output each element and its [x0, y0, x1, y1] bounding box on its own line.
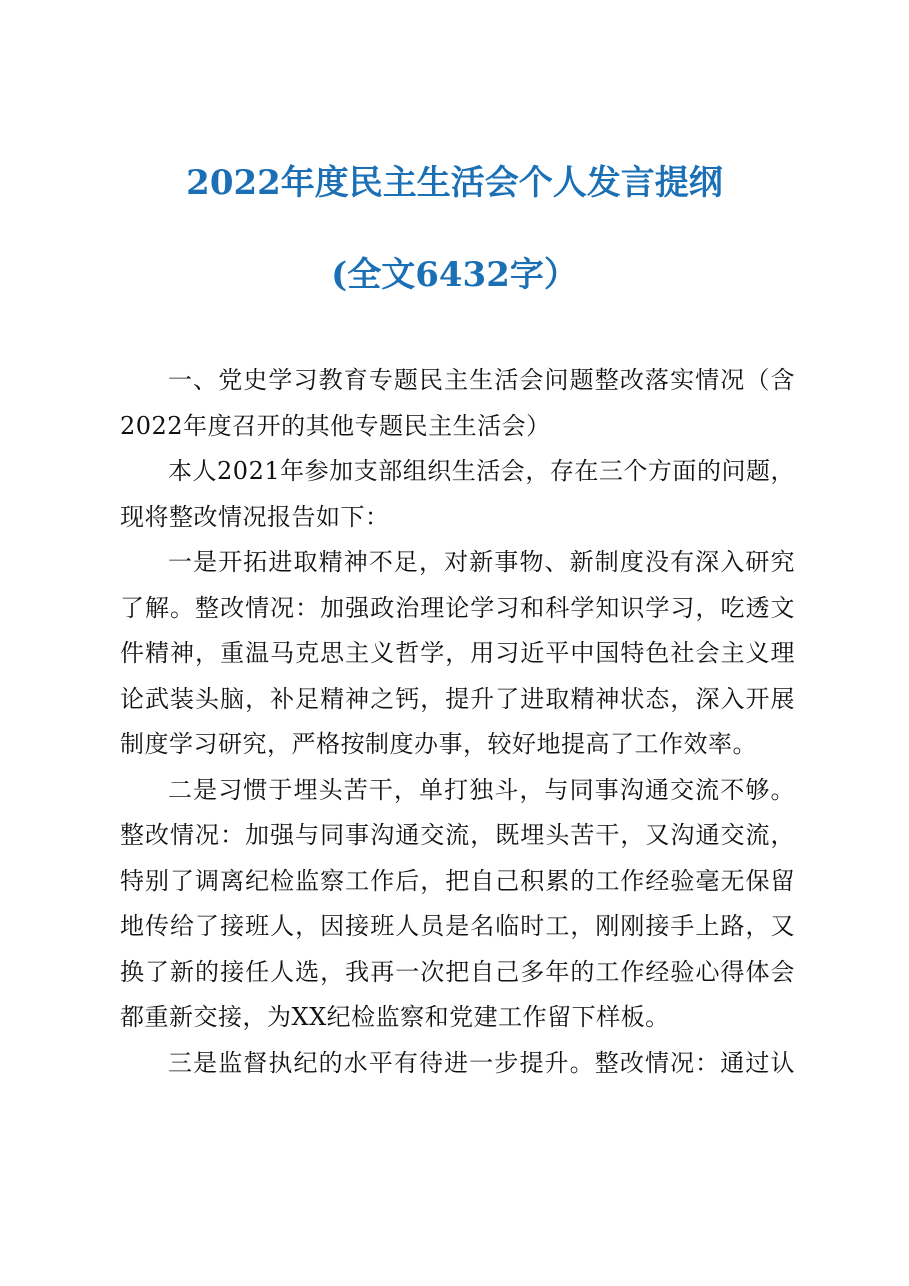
paragraph-intro: 本人2021年参加支部组织生活会，存在三个方面的问题，现将整改情况报告如下： — [120, 457, 795, 531]
document-title: 2022年度民主生活会个人发言提纲 — [186, 163, 723, 203]
document-subtitle: (全文6432字） — [331, 255, 578, 295]
document-body — [120, 358, 795, 1086]
paragraph-issue-two: 二是习惯于埋头苦干，单打独斗，与同事沟通交流不够。整改情况：加强与同事沟通交流，既埋头苦干，又沟通交流，特别了调离纪检监察工作后，把自己积累的工作经验毫无保留地传给了接班人，因接班人员是名临时工，刚刚接手上路，又换了新的接任人选，我再一次把自己多年的工作经验心得体会都重新交接，为XX纪检监察和党建工作留下样板。 — [120, 775, 795, 1031]
paragraph-issue-one: 一是开拓进取精神不足，对新事物、新制度没有深入研究了解。整改情况：加强政治理论学习和科学知识学习，吃透文件精神，重温马克思主义哲学，用习近平中国特色社会主义理论武装头脑，补足精神之钙，提升了进取精神状态，深入开展制度学习研究，严格按制度办事，较好地提高了工作效率。 — [120, 548, 795, 758]
paragraph-section-heading: 一、党史学习教育专题民主生活会问题整改落实情况（含2022年度召开的其他专题民主生活会） — [120, 366, 795, 440]
paragraph-issue-three: 三是监督执纪的水平有待进一步提升。整改情况：通过认 — [168, 1048, 795, 1077]
